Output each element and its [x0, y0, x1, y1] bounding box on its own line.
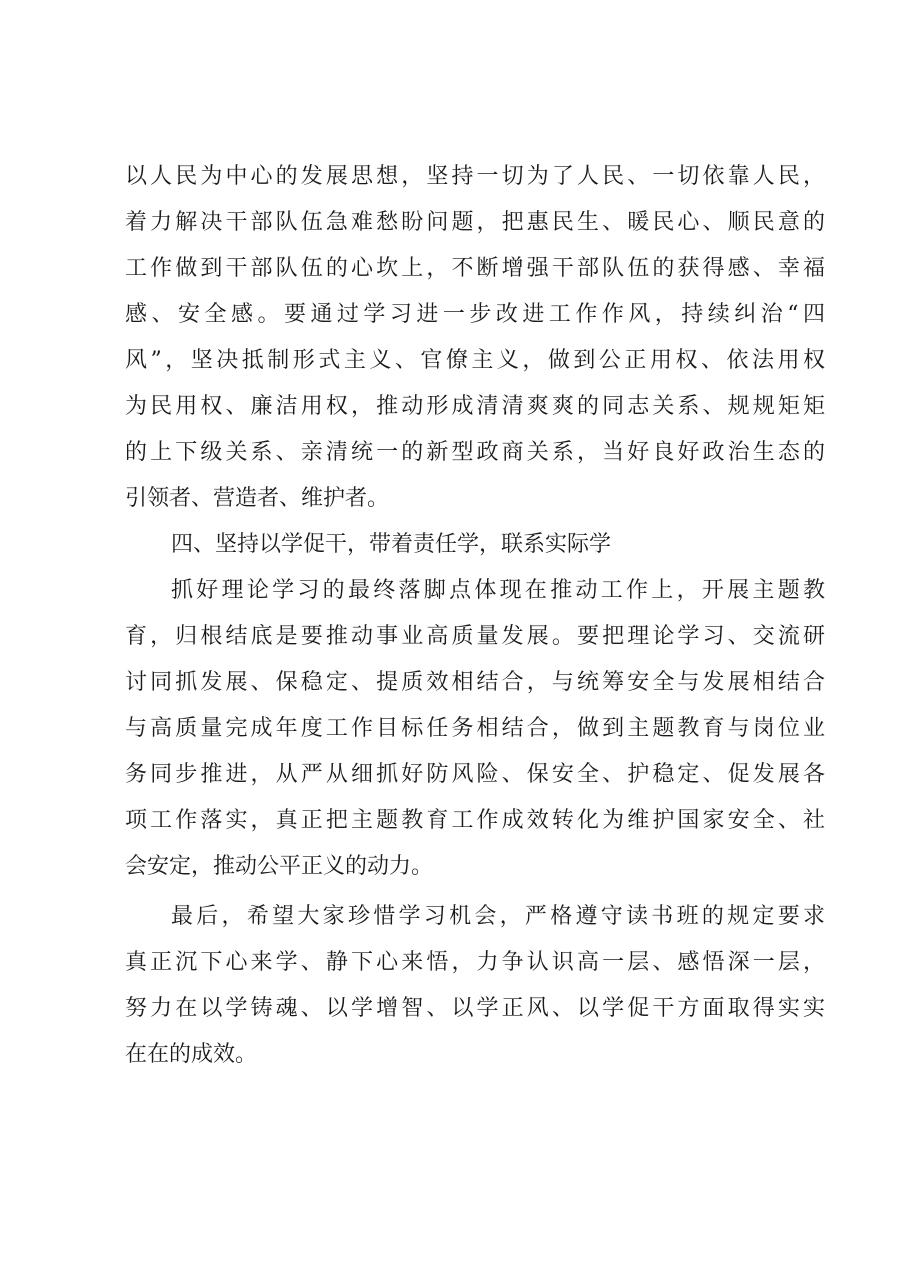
text-line: 真正沉下心来学、静下心来悟，力争认识高一层、感悟深一层，: [125, 950, 825, 975]
text-line: 务同步推进，从严从细抓好防风险、保安全、护稳定、促发展各: [125, 762, 825, 787]
paragraph-people-centered: [125, 154, 825, 522]
text-line: 努力在以学铸魂、以学增智、以学正风、以学促干方面取得实实: [125, 996, 825, 1021]
section-heading-four: [125, 522, 825, 568]
text-line: 项工作落实，真正把主题教育工作成效转化为维护国家安全、社: [125, 808, 825, 833]
text-line: 为民用权、廉洁用权，推动形成清清爽爽的同志关系、规规矩矩: [125, 394, 825, 419]
text-line: 引领者、营造者、维护者。: [125, 486, 390, 511]
text-line: 育，归根结底是要推动事业高质量发展。要把理论学习、交流研: [125, 624, 825, 649]
text-line: 风”，坚决抵制形式主义、官僚主义，做到公正用权、依法用权: [125, 348, 825, 373]
paragraph-theory-to-work: [125, 568, 825, 890]
section-heading: 四、坚持以学促干，带着责任学，联系实际学: [171, 532, 612, 557]
text-line: 与高质量完成年度工作目标任务相结合，做到主题教育与岗位业: [125, 716, 825, 741]
document-body: [125, 154, 825, 1078]
text-line: 最后，希望大家珍惜学习机会，严格遵守读书班的规定要求: [171, 904, 825, 929]
paragraph-closing: [125, 894, 825, 1078]
text-line: 着力解决干部队伍急难愁盼问题，把惠民生、暖民心、顺民意的: [125, 210, 825, 235]
text-line: 抓好理论学习的最终落脚点体现在推动工作上，开展主题教: [171, 578, 825, 603]
text-line: 的上下级关系、亲清统一的新型政商关系，当好良好政治生态的: [125, 440, 825, 465]
text-line: 感、安全感。要通过学习进一步改进工作作风，持续纠治“四: [125, 302, 825, 327]
text-line: 讨同抓发展、保稳定、提质效相结合，与统筹安全与发展相结合: [125, 670, 825, 695]
text-line: 以人民为中心的发展思想，坚持一切为了人民、一切依靠人民，: [125, 164, 825, 189]
text-line: 工作做到干部队伍的心坎上，不断增强干部队伍的获得感、幸福: [125, 256, 825, 281]
text-line: 会安定，推动公平正义的动力。: [125, 854, 434, 879]
text-line: 在在的成效。: [125, 1042, 258, 1067]
